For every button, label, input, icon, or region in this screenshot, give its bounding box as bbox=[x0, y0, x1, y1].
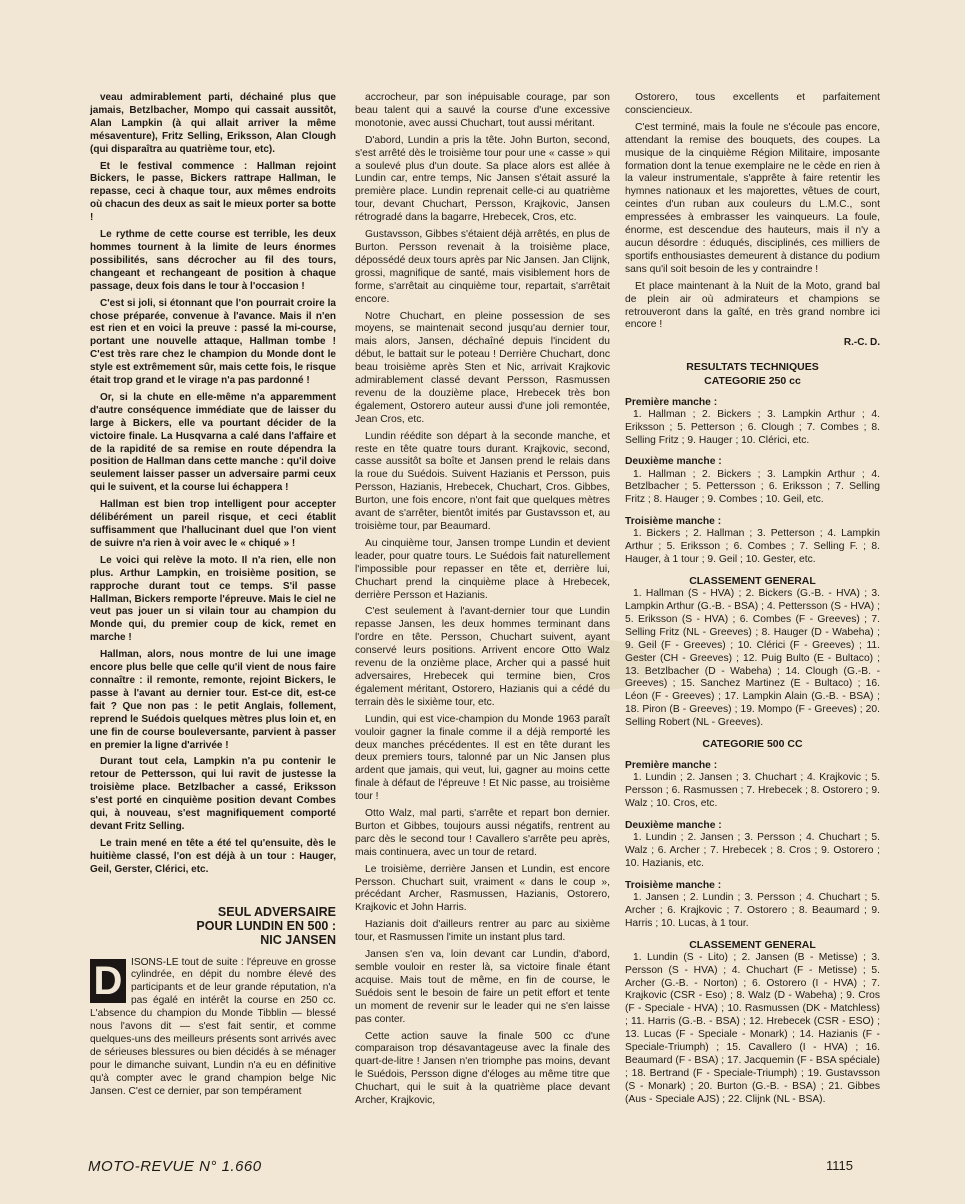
category-250-general-title: CLASSEMENT GENERAL bbox=[689, 575, 816, 588]
column-2 bbox=[355, 92, 610, 1112]
heat-results: 1. Hallman ; 2. Bickers ; 3. Lampkin Arthur ; 4. Eriksson ; 5. Petterson ; 6. Clough ; 7. Combes ; 8. Selling Fritz ; 9. Hauger ; 10. Clérici, etc. bbox=[625, 408, 880, 446]
paragraph: Et le festival commence : Hallman rejoint Bickers, le passe, Bickers rattrape Hallman, le repasse, ceci à chaque tour, aux mêmes endroits où chacun des deux as sait le mieux porter sa botte ! bbox=[90, 160, 336, 224]
paragraph: Jansen s'en va, loin devant car Lundin, d'abord, semble vouloir en rester là, sa victoire finale étant acquise. Mais tout de même, en fin de course, le Suédois sent le besoin de faire un petit effort et tente un moment de revenir sur le leader qui ne s'en laisse pas conter. bbox=[355, 949, 610, 1025]
paragraph: C'est seulement à l'avant-dernier tour que Lundin repasse Jansen, les deux hommes terminant dans l'ordre en tête. Persson, Chuchart suivent, ayant conservé leurs positions. Arrivent encore Otto Walz revenu de la onzième place, Archer qui a passé huit adversaires, Hrebecek qui termine bien, Cros également méritant, Ostorero, Hazianis qui a cédé du terrain dès le sixième tour, etc. bbox=[355, 606, 610, 708]
section-subhead bbox=[90, 905, 336, 947]
author-signature: R.-C. D. bbox=[843, 337, 880, 349]
paragraph: Et place maintenant à la Nuit de la Moto, grand bal de plein air où admirateurs et champions se retrouveront dans la gaîté, en très grand nombre ici encore ! bbox=[625, 280, 880, 331]
paragraph: Lundin réédite son départ à la seconde manche, et reste en tête quatre tours durant. Krajkovic, second, casse aussitôt sa boîte et Jansen prend le relais dans la roue du Suédois. Suivent Hazianis et Persson, puis Persson, Hazianis, Hrebecek, Chuchart, Cros. Gibbes, Burton, une fois encore, n'ont fait que quelques mètres avant de s'arrêter, bientôt imités par Gustavsson et, au troisième tour, par Beaumard. bbox=[355, 430, 610, 532]
subhead-line: NIC JANSEN bbox=[260, 932, 336, 947]
paragraph: Hallman, alors, nous montre de lui une image encore plus belle que celle qu'il vient de nous faire connaître : il remonte, remonte, rejoint Bickers, le passe à l'avant au dernier tour. Est-ce dit, est-ce fait ? Que non pas : le petit Anglais, follement, reprend le Suédois quelques mètres plus loin et, en une fin de course bouleversante, parvient à passer en premier la ligne d'arrivée ! bbox=[90, 649, 336, 751]
paragraph: Ostorero, tous excellents et parfaitement consciencieux. bbox=[625, 92, 880, 116]
paragraph: Durant tout cela, Lampkin n'a pu contenir le retour de Pettersson, qui lui ravit de justesse la troisième place. Betzlbacher a cassé, Eriksson s'est porté en cinquième position devant Combes qui, à nouveau, s'est magnifiquement comporté devant Fritz Selling. bbox=[90, 756, 336, 832]
column-1-lead-text bbox=[90, 92, 336, 877]
heat-results: 1. Bickers ; 2. Hallman ; 3. Petterson ; 4. Lampkin Arthur ; 5. Eriksson ; 6. Combes ; 7. Selling F. ; 8. Hauger, à 1 tour ; 9. Geil ; 10. Gester, etc. bbox=[625, 528, 880, 566]
paragraph: Hazianis doit d'ailleurs rentrer au parc au sixième tour, et Rasmussen l'imite un instant plus tard. bbox=[355, 919, 610, 944]
paragraph: C'est terminé, mais la foule ne s'écoule pas encore, attendant la remise des bouquets, des coupes. La musique de la cinquième Région Militaire, imposante formation dont la tenue exemplaire ne le cède en rien à la valeur instrumentale, s'apprête à faire retentir les hymnes nationaux et les majorettes, vêtues de court, ceintes d'un ruban aux couleurs du L.M.C., sont empressées à embrasser les vainqueurs. La foule, énorme, est descendue des hauteurs, mais il n'y a aucun désordre : éduqués, disciplinés, ces milliers de sportifs enthousiastes demeurent à distance du podium sans qu'il soit besoin de les y contraindre ! bbox=[625, 121, 880, 275]
heat-heading: Deuxième manche : bbox=[625, 820, 722, 831]
paragraph: Le voici qui relève la moto. Il n'a rien, elle non plus. Arthur Lampkin, en troisième position, se rapproche durant tout ce temps. S'il passe Hallman, Bickers remporte l'épreuve. Mais le ciel ne veut pas jouer un si vilain tour au champion du Monde qui, du premier coup de kick, remet en marche ! bbox=[90, 554, 336, 644]
paragraph: C'est si joli, si étonnant que l'on pourrait croire la chose préparée, convenue à l'avance. Mais il n'en est rien et en voici la preuve : passé la mi-course, portant une nouvelle attaque, Hallman tombe ! C'est très rare chez le champion du Monde dont le style est extrêmement sûr, mais cette fois, le risque était trop grand et le virage n'a pas pardonné ! bbox=[90, 297, 336, 387]
drop-cap-letter: D bbox=[90, 959, 126, 1003]
category-250-title: CATEGORIE 250 cc bbox=[704, 374, 801, 387]
paragraph: Lundin, qui est vice-champion du Monde 1963 paraît vouloir gagner la finale comme il a déjà remporté les deux manches précédentes. Il est en tête durant les deux premiers tours, talonné par un Nic Jansen plus ardent que jamais, qui veut, lui, gagner au moins cette finale à défaut de l'épreuve ! Et Nic passe, au troisième tour ! bbox=[355, 713, 610, 803]
heat-heading: Deuxième manche : bbox=[625, 456, 722, 468]
paragraph: Gustavsson, Gibbes s'étaient déjà arrêtés, en plus de Burton. Persson revenait à la troisième place, dépossédé deux tours après par Nic Jansen. Jan Clijnk, grossi, magnifique de santé, mais visiblement hors de forme, s'arrêtait au cinquième tour, repartait, s'arrêtait encore. bbox=[355, 229, 610, 305]
heat-results: 1. Hallman ; 2. Bickers ; 3. Lampkin Arthur ; 4. Betzlbacher ; 5. Pettersson ; 6. Eriksson ; 7. Selling Fritz ; 8. Hauger ; 9. Combes ; 10. Geil, etc. bbox=[625, 468, 880, 506]
paragraph: Le troisième, derrière Jansen et Lundin, est encore Persson. Chuchart suit, vraiment « dans le coup », précédant Archer, Rasmussen, Hazianis, Ostorero, Krajkovic et John Harris. bbox=[355, 863, 610, 914]
dropcap-paragraph-text: ISONS-LE tout de suite : l'épreuve en grosse cylindrée, en dépit du nombre élevé des participants et de leur grande réputation, n'a pas égalé en intérêt la course en 250 cc. L'absence du champion du Monde Tibblin — blessé nous l'avons dit — s'est fait sentir, et comme quelques-uns des meilleurs présents sont arrivés avec de sérieuses blessures ou bien décidés à se ménager pour le dimanche suivant, Lundin n'a eu en définitive qu'à compter avec le grand champion belge Nic Jansen. C'est ce dernier, par son tempérament bbox=[90, 956, 336, 1097]
heat-heading: Première manche : bbox=[625, 396, 718, 408]
results-title: RESULTATS TECHNIQUES bbox=[686, 361, 819, 374]
paragraph: Hallman est bien trop intelligent pour accepter délibérément un pareil risque, et ceci établit suffisamment que l'hallucinant duel que l'on vient de suivre n'a rien à voir avec le « chiqué » ! bbox=[90, 499, 336, 549]
subhead-line: SEUL ADVERSAIRE bbox=[217, 904, 336, 919]
paragraph: accrocheur, par son inépuisable courage, par son beau talent qui a sauvé la course d'une excessive monotonie, avec aussi Chuchart, tout aussi méritant. bbox=[355, 92, 610, 129]
heat-heading: Troisième manche : bbox=[625, 516, 722, 528]
paragraph: Le train mené en tête a été tel qu'ensuite, dès le huitième classé, l'on est déjà à un tour : Hauger, Geil, Gerster, Clérici, etc. bbox=[90, 837, 336, 875]
category-500-results bbox=[625, 759, 880, 930]
paragraph: Cette action sauve la finale 500 cc d'une comparaison trop désavantageuse avec la finale des quart-de-litre ! Jansen n'en triomphe pas moins, devant le Suédois, Persson digne d'éloges au même titre que Chuchart, qui le suit à la quatrième place devant Archer, Krajkovic, bbox=[355, 1030, 610, 1107]
paragraph: Notre Chuchart, en pleine possession de ses moyens, se maintenait second jusqu'au dernier tour, mais alors, Jansen, déchaîné depuis l'incident du début, le battait sur le poteau ! Derrière Chuchart, donc beau troisième après Sten et Nic, arrivait Krajkovic admirablement classé devant Persson, Rasmussen revenu de la douzième place, Hrebecek très bon également, Ostorero auteur aussi d'une joli remontée, Jean Cros, etc. bbox=[355, 310, 610, 425]
category-500-title: CATEGORIE 500 CC bbox=[702, 738, 803, 751]
heat-results: 1. Jansen ; 2. Lundin ; 3. Persson ; 4. Chuchart ; 5. Archer ; 6. Krajkovic ; 7. Ostorero ; 8. Beaumard ; 9. Harris ; 10. Lucas, à 1 tour. bbox=[625, 891, 880, 929]
paragraph: Au cinquième tour, Jansen trompe Lundin et devient leader, pour quatre tours. Le Suédois fait naturellement l'impossible pour repasser en tête et, derrière lui, Chuchart prend la cinquième place à Hrebecek, derrière Persson et Hazianis. bbox=[355, 537, 610, 601]
category-500-general-results: 1. Lundin (S - Lito) ; 2. Jansen (B - Metisse) ; 3. Persson (S - HVA) ; 4. Chuchart (F - Metisse) ; 5. Archer (G.-B. - Norton) ; 6. Ostorero (I - HVA) ; 7. Krajkovic (CSR - Eso) ; 8. Walz (D - Wabeha) ; 9. Cros (F - Speciale - HVA) ; 10. Rasmussen (DK - Matchless) ; 11. Harris (G.-B. - BSA) ; 12. Hrebecek (CSR - ESO) ; 13. Lucas (F - Speciale - Monark) ; 14. Hazianis (F - Speciale-Triumph) ; 15. Cavallero (I - HVA) ; 16. Beaumard (F - BSA) ; 17. Jacquemin (F - BSA spéciale) ; 18. Bertrand (F - Speciale-Triumph) ; 19. Gustavsson (S - Monark) ; 20. Burton (G.-B. - BSA) ; 21. Gibbes (Aus - Speciale AJS) ; 22. Clijnk (NL - BSA). bbox=[625, 951, 880, 1105]
heat-results: 1. Lundin ; 2. Jansen ; 3. Chuchart ; 4. Krajkovic ; 5. Persson ; 6. Rasmussen ; 7. Hrebecek ; 8. Ostorero ; 9. Walz ; 10. Cros, etc. bbox=[625, 772, 880, 810]
paragraph: Or, si la chute en elle-même n'a apparemment d'autre conséquence immédiate que de laisser du large à Bickers, elle va pourtant décider de la victoire finale. La Husqvarna a calé dans l'affaire et de la rapidité de sa remise en route dépendra la position de Hallman dans cette manche : qu'il doive seulement laisser passer un adversaire parmi ceux qui le suivent, et la course lui échappera ! bbox=[90, 391, 336, 494]
paragraph: Le rythme de cette course est terrible, les deux hommes tournent à la limite de leurs énormes possibilités, sans décrocher au fil des tours, changeant et rechangeant de position à chaque passage, deux fois dans le tour à l'occasion ! bbox=[90, 229, 336, 292]
category-250-general-results: 1. Hallman (S - HVA) ; 2. Bickers (G.-B. - HVA) ; 3. Lampkin Arthur (G.-B. - BSA) ; 4. Pettersson (S - HVA) ; 5. Eriksson (S - HVA) ; 6. Combes (F - Greeves) ; 7. Selling Fritz (NL - Greeves) ; 8. Hauger (D - Wabeha) ; 9. Geil (F - Greeves) ; 10. Clérici (F - Greeves) ; 11. Gester (CH - Greeves) ; 12. Puig Bulto (E - Bultaco) ; 13. Betzlbacher (D - Wabeha) ; 14. Clough (G.-B. - Greeves) ; 15. Sanchez Martinez (E - Bultaco) ; 16. Léon (F - Greeves) ; 17. Lampkin Alain (G.-B. - BSA) ; 18. Piron (B - Greeves) ; 19. Mompo (F - Greeves) ; 20. Selling Robert (NL - Greeves). bbox=[625, 588, 880, 729]
category-250-results bbox=[625, 396, 880, 567]
page-number: 1115 bbox=[826, 1158, 853, 1173]
paragraph: D'abord, Lundin a pris la tête. John Burton, second, s'est arrêté dès le troisième tour pour une « casse » qui a soulevé plus d'un doute. Sa place alors est allée à Lundin car, entre temps, Nic Jansen s'était assuré la première place. Lundin reprenait celle-ci au quatrième tour, devant Chuchart, Persson, Krajkovic, Jansen rétrogradé dans la bagarre, Hrebecek, Cros, etc. bbox=[355, 134, 610, 224]
heat-heading: Troisième manche : bbox=[625, 879, 722, 891]
magazine-issue: MOTO-REVUE N° 1.660 bbox=[88, 1158, 262, 1175]
paragraph: Otto Walz, mal parti, s'arrête et repart bon dernier. Burton et Gibbes, toujours aussi négatifs, rentrent au parc dès le second tour ! Cavallero s'arrête peu après, mais continuera, avec un tour de retard. bbox=[355, 808, 610, 858]
column-3-text bbox=[625, 92, 880, 332]
dropcap-paragraph bbox=[90, 957, 336, 1099]
column-1 bbox=[90, 92, 336, 1099]
heat-heading: Première manche : bbox=[625, 760, 718, 772]
paragraph: veau admirablement parti, déchainé plus que jamais, Betzlbacher, Mompo qui cassait aussitôt, Alan Lampkin (à qui allait arriver la même mésaventure), Fritz Selling, Eriksson, Alan Clough (qui disparaîtra au quatrième tour, etc). bbox=[90, 92, 336, 155]
subhead-line: POUR LUNDIN EN 500 : bbox=[196, 918, 336, 933]
heat-results: 1. Lundin ; 2. Jansen ; 3. Persson ; 4. Chuchart ; 5. Walz ; 6. Archer ; 7. Hrebecek ; 8. Cros ; 9. Ostorero ; 10. Hazianis, etc. bbox=[625, 832, 880, 869]
column-3 bbox=[625, 92, 880, 1111]
category-500-general-title: CLASSEMENT GENERAL bbox=[689, 938, 816, 951]
